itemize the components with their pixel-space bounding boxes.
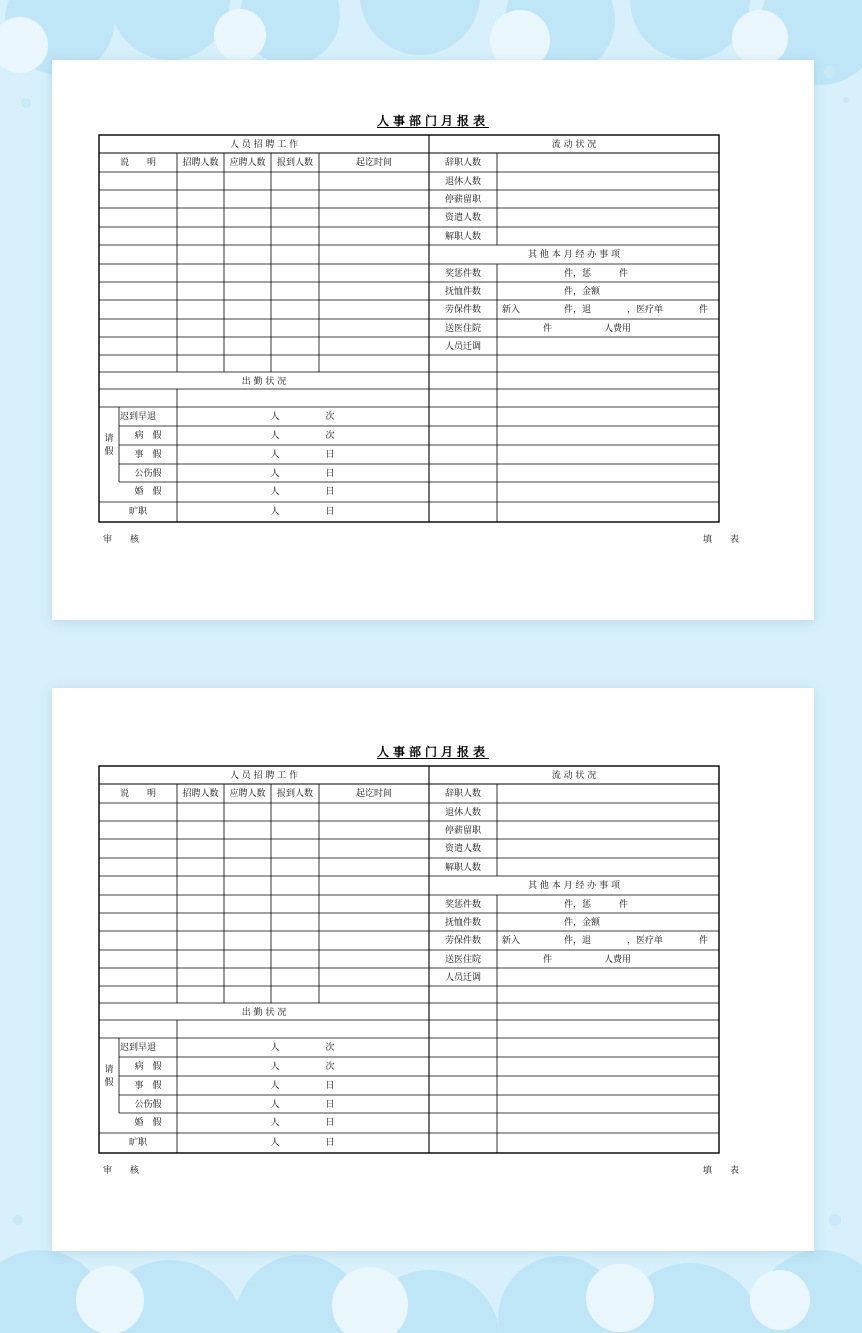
flow-row-label: 资遣人数	[444, 844, 482, 854]
flow-row-label: 辞职人数	[444, 158, 482, 168]
other-row-text: 件	[543, 324, 553, 334]
leave-group-label: 请	[104, 434, 114, 444]
recruit-section-header: 人 员 招 聘 工 作	[229, 140, 299, 150]
attendance-row-label: 旷职	[128, 1138, 148, 1148]
other-row-label: 劳保件数	[444, 305, 482, 315]
report-form-table	[98, 134, 720, 523]
other-row-text: 件，金额	[564, 918, 601, 928]
other-row-label: 人员迁调	[444, 973, 482, 983]
column-header: 起讫时间	[355, 158, 393, 168]
other-row-text: 件	[543, 955, 553, 965]
flow-row-label: 退休人数	[444, 808, 482, 818]
attendance-unit: 日	[325, 1138, 335, 1148]
other-row-text: ，医疗单	[627, 305, 664, 315]
attendance-section-header: 出 勤 状 况	[241, 377, 287, 387]
attendance-unit: 日	[325, 450, 335, 460]
flow-section-header: 流 动 状 况	[551, 140, 597, 150]
flow-row-label: 解职人数	[444, 232, 482, 242]
flow-row-label: 资遣人数	[444, 213, 482, 223]
attendance-unit: 人	[270, 1138, 280, 1148]
column-header: 招聘人数	[182, 789, 219, 799]
attendance-unit: 日	[325, 469, 335, 479]
other-row-text: 件，金额	[564, 287, 601, 297]
other-row-label: 送医住院	[444, 955, 482, 965]
recruit-section-header: 人 员 招 聘 工 作	[229, 771, 299, 781]
attendance-row-label: 旷职	[128, 507, 148, 517]
column-header: 起讫时间	[355, 789, 393, 799]
attendance-unit: 次	[325, 1062, 335, 1072]
other-row-text: ，医疗单	[627, 936, 664, 946]
form-grid-lines	[98, 134, 720, 523]
attendance-unit: 日	[325, 1118, 335, 1128]
attendance-unit: 人	[270, 1043, 280, 1053]
filler-label: 填 表	[702, 535, 739, 545]
attendance-unit: 人	[270, 507, 280, 517]
flow-row-label: 退休人数	[444, 177, 482, 187]
report-sheet	[52, 60, 814, 620]
other-row-text: 件	[699, 936, 709, 946]
leave-row-label: 婚 假	[134, 1118, 162, 1128]
column-header: 报到人数	[276, 789, 314, 799]
leave-row-label: 病 假	[134, 431, 162, 441]
other-row-label: 人员迁调	[444, 342, 482, 352]
attendance-row-label: 迟到早退	[119, 1043, 157, 1053]
other-row-text: 件，退	[564, 936, 592, 946]
column-header: 应聘人数	[229, 158, 266, 168]
other-row-text: 新入	[502, 305, 521, 315]
other-row-label: 抚恤件数	[444, 918, 482, 928]
other-row-text: 新入	[502, 936, 521, 946]
attendance-unit: 次	[325, 412, 335, 422]
leave-row-label: 事 假	[134, 450, 162, 460]
leave-row-label: 公伤假	[134, 469, 162, 479]
leave-group-label: 请	[104, 1065, 114, 1075]
leave-group-label: 假	[104, 1078, 114, 1088]
column-header: 说 明	[119, 158, 157, 168]
other-row-label: 抚恤件数	[444, 287, 482, 297]
leave-row-label: 公伤假	[134, 1100, 162, 1110]
flow-row-label: 辞职人数	[444, 789, 482, 799]
column-header: 报到人数	[276, 158, 314, 168]
leave-row-label: 病 假	[134, 1062, 162, 1072]
flow-row-label: 停薪留职	[444, 195, 482, 205]
column-header: 应聘人数	[229, 789, 266, 799]
attendance-unit: 人	[270, 431, 280, 441]
attendance-unit: 人	[270, 1081, 280, 1091]
other-matters-header: 其 他 本 月 经 办 事 项	[527, 881, 621, 891]
filler-label: 填 表	[702, 1166, 739, 1176]
other-row-text: 人费用	[604, 955, 632, 965]
reviewer-label: 审 核	[103, 1166, 140, 1176]
other-row-text: 件，惩	[564, 900, 592, 910]
attendance-unit: 次	[325, 1043, 335, 1053]
flow-row-label: 停薪留职	[444, 826, 482, 836]
attendance-unit: 人	[270, 1062, 280, 1072]
other-row-label: 劳保件数	[444, 936, 482, 946]
other-row-label: 送医住院	[444, 324, 482, 334]
flow-row-label: 解职人数	[444, 863, 482, 873]
attendance-unit: 日	[325, 1100, 335, 1110]
other-row-label: 奖惩件数	[444, 269, 482, 279]
other-row-text: 件，退	[564, 305, 592, 315]
report-form-table	[98, 765, 720, 1154]
leave-row-label: 婚 假	[134, 487, 162, 497]
column-header: 招聘人数	[182, 158, 219, 168]
other-row-text: 件	[619, 900, 629, 910]
report-title: 人事部门月报表	[376, 745, 489, 759]
leave-group-label: 假	[104, 447, 114, 457]
attendance-unit: 人	[270, 1118, 280, 1128]
attendance-unit: 日	[325, 507, 335, 517]
report-sheet	[52, 688, 814, 1251]
attendance-section-header: 出 勤 状 况	[241, 1008, 287, 1018]
attendance-unit: 人	[270, 487, 280, 497]
attendance-unit: 次	[325, 431, 335, 441]
flow-section-header: 流 动 状 况	[551, 771, 597, 781]
other-row-label: 奖惩件数	[444, 900, 482, 910]
other-row-text: 件	[699, 305, 709, 315]
attendance-unit: 人	[270, 469, 280, 479]
other-row-text: 人费用	[604, 324, 632, 334]
leave-row-label: 事 假	[134, 1081, 162, 1091]
column-header: 说 明	[119, 789, 157, 799]
other-row-text: 件	[619, 269, 629, 279]
attendance-unit: 人	[270, 412, 280, 422]
reviewer-label: 审 核	[103, 535, 140, 545]
other-row-text: 件，惩	[564, 269, 592, 279]
attendance-row-label: 迟到早退	[119, 412, 157, 422]
attendance-unit: 日	[325, 1081, 335, 1091]
attendance-unit: 日	[325, 487, 335, 497]
attendance-unit: 人	[270, 450, 280, 460]
attendance-unit: 人	[270, 1100, 280, 1110]
form-grid-lines	[98, 765, 720, 1154]
other-matters-header: 其 他 本 月 经 办 事 项	[527, 250, 621, 260]
report-title: 人事部门月报表	[376, 114, 489, 128]
